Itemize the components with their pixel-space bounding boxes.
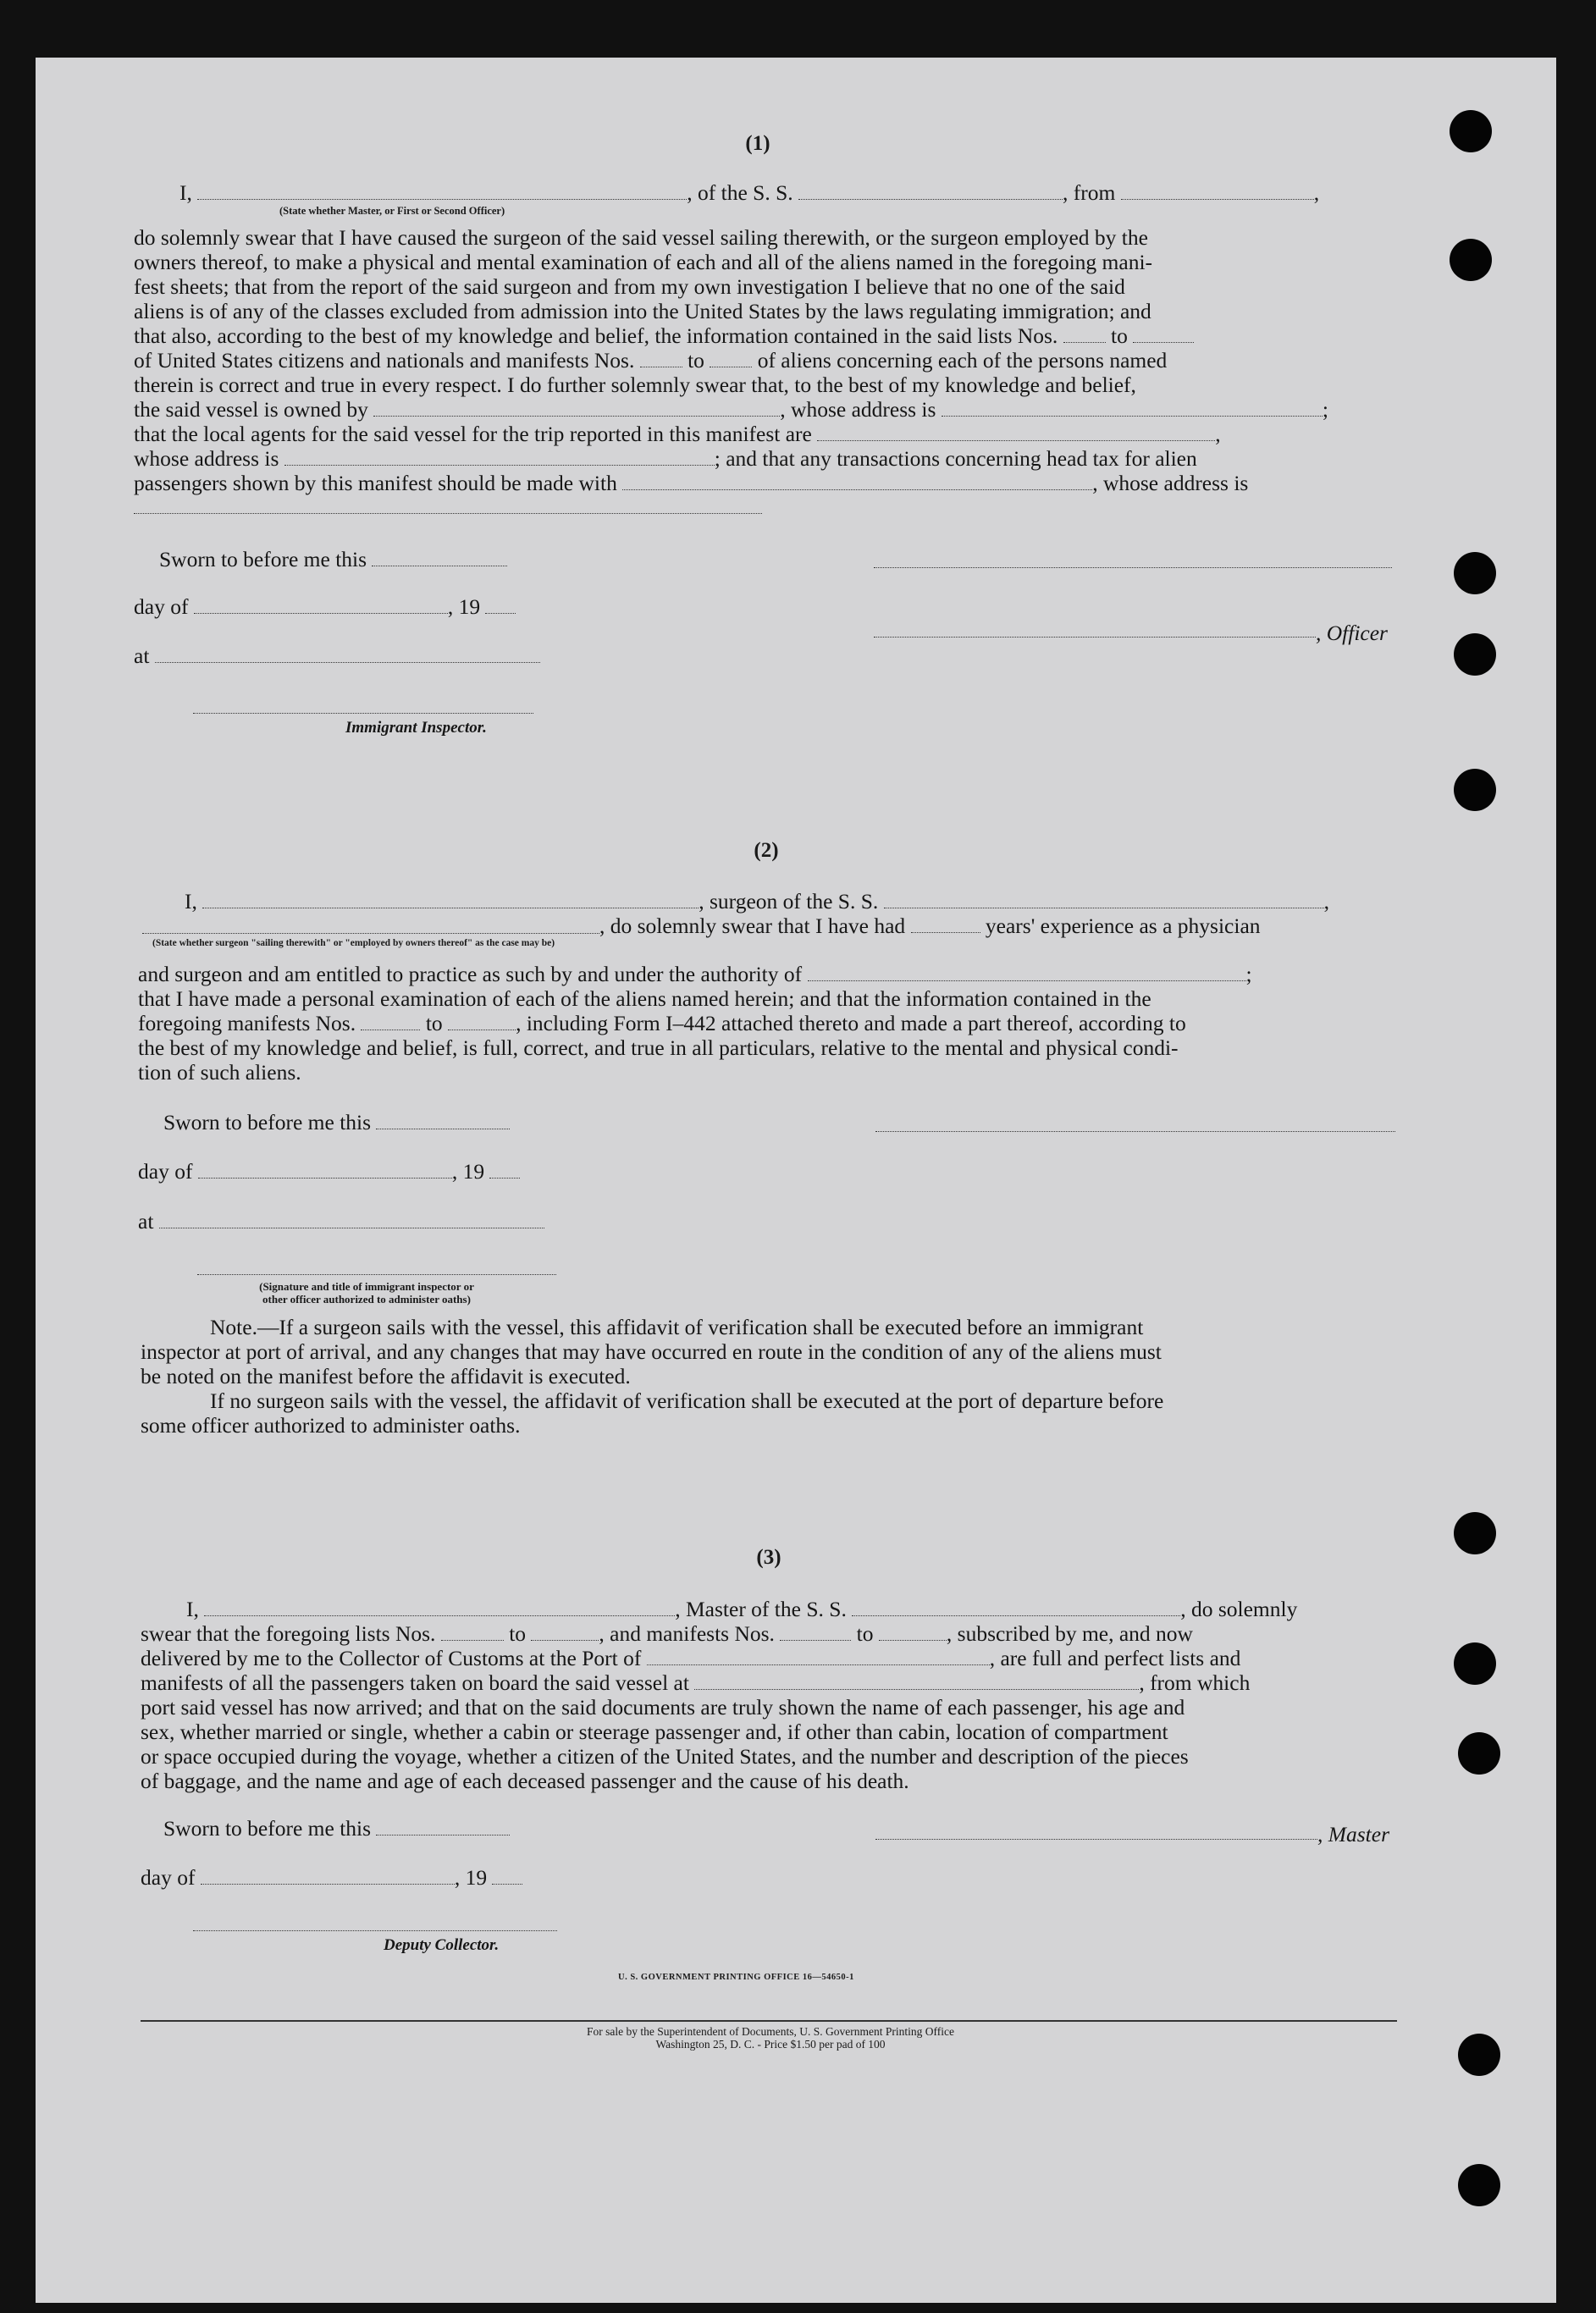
s2-day-field[interactable] [198,1161,452,1179]
local-agents-field[interactable] [817,423,1215,441]
s2-signature-caption: (Signature and title of immigrant inspector or other officer authorized to administer oaths) [259,1280,474,1306]
s3-line-8: of baggage, and the name and age of each deceased passenger and the cause of his death. [141,1769,909,1793]
s2-year-field[interactable] [489,1161,520,1179]
s3-line-5: port said vessel has now arrived; and that on the said documents are truly shown the name of each passenger, his age and [141,1695,1185,1720]
arrival-port-field[interactable] [647,1648,990,1665]
gpo-imprint: U. S. GOVERNMENT PRINTING OFFICE 16—54650-1 [618,1973,854,1982]
years-experience-field[interactable] [911,915,980,933]
s3-day-field[interactable] [201,1867,455,1885]
s1-line-3: owners thereof, to make a physical and mental examination of each and all of the aliens named in the foregoing mani- [134,250,1153,274]
footer-sale-note: For sale by the Superintendent of Documents, U. S. Government Printing Office Washington 25, D. C. - Price $1.50 per pad of 100 [587,2025,954,2051]
note-line-4: If no surgeon sails with the vessel, the affidavit of verification shall be executed at the port of departure before [210,1388,1164,1413]
s3-collector-label: Deputy Collector. [384,1936,500,1954]
s2-place-field[interactable] [159,1211,544,1228]
s3-line-7: or space occupied during the voyage, whether a citizen of the United States, and the number and description of the pieces [141,1744,1189,1769]
note-line-1: Note.—If a surgeon sails with the vessel, this affidavit of verification shall be executed before an immigrant [210,1315,1144,1339]
s2-surgeon-signature-line[interactable] [875,1131,1395,1132]
binder-hole [1454,633,1496,676]
owner-address-field[interactable] [942,399,1323,417]
surgeon-name-field[interactable] [202,891,699,908]
s2-at: at [138,1209,544,1234]
owner-field[interactable] [373,399,780,417]
s1-line-2: do solemnly swear that I have caused the surgeon of the said vessel sailing therewith, or the surgeon employed by the [134,225,1148,250]
s1-line-5: aliens is of any of the classes excluded from admission into the United States by the laws regulating immigration; and [134,299,1151,323]
s2-line-7: tion of such aliens. [138,1060,301,1085]
s3-line-3: delivered by me to the Collector of Customs at the Port of , are full and perfect lists and [141,1646,1241,1670]
s1-officer-name-line[interactable] [874,637,1316,638]
binder-hole [1454,552,1496,594]
s1-sworn-date-field[interactable] [372,549,507,566]
s3-year-field[interactable] [492,1867,522,1885]
s3-line-6: sex, whether married or single, whether a cabin or steerage passenger and, if other than cabin, location of compartment [141,1720,1168,1744]
s3-collector-signature-line[interactable] [193,1930,557,1931]
surgeon-status-field[interactable] [142,933,599,934]
section-2-heading: (2) [754,839,779,862]
s3-line-1: I, , Master of the S. S. , do solemnly [186,1597,1298,1621]
departure-port-field[interactable] [1121,182,1314,200]
s1-year-field[interactable] [485,596,516,614]
s3-sworn-date-field[interactable] [376,1818,510,1835]
binder-hole [1458,1732,1500,1775]
s3-sworn: Sworn to before me this [163,1816,510,1841]
s1-officer-signature-line[interactable] [874,567,1392,568]
s1-day: day of , 19 [134,594,516,620]
binder-hole [1458,2164,1500,2206]
manifests-to-field[interactable] [710,350,752,367]
embarkation-port-field[interactable] [694,1672,1139,1690]
s3-day: day of , 19 [141,1865,522,1891]
head-tax-address-field[interactable] [134,513,762,514]
authority-field[interactable] [808,963,1246,981]
s2-manifest-from-field[interactable] [361,1013,420,1030]
note-line-3: be noted on the manifest before the affidavit is executed. [141,1364,631,1388]
manifests-from-field[interactable] [640,350,682,367]
binder-hole [1454,1642,1496,1685]
binder-hole [1450,110,1492,152]
s3-lists-to-field[interactable] [531,1623,599,1641]
s1-line-1: I, , of the S. S. , from , [179,180,1320,205]
s1-line-11: whose address is ; and that any transactions concerning head tax for alien [134,446,1197,471]
s2-ship-field[interactable] [884,891,1324,908]
s2-line-6: the best of my knowledge and belief, is full, correct, and true in all particulars, relative to the mental and physical condi- [138,1035,1179,1060]
s3-lists-from-field[interactable] [441,1623,504,1641]
s2-inspector-signature-line[interactable] [197,1274,556,1275]
head-tax-agent-field[interactable] [622,472,1092,490]
s2-line-1: I, , surgeon of the S. S. , [185,889,1330,914]
s1-caption: (State whether Master, or First or Second Officer) [279,205,505,217]
s1-line-7: of United States citizens and nationals and manifests Nos. to of aliens concerning each of the persons named [134,348,1168,373]
lists-to-field[interactable] [1133,325,1194,343]
s2-line-4: that I have made a personal examination of each of the aliens named herein; and that the information contained in the [138,986,1151,1011]
s3-ship-field[interactable] [852,1598,1180,1616]
binder-hole [1454,1512,1496,1554]
s3-manifests-to-field[interactable] [879,1623,947,1641]
binder-hole [1454,769,1496,811]
s2-line-2: , do solemnly swear that I have had years' experience as a physician [599,914,1261,938]
s1-at: at [134,643,540,669]
s3-master-label: , Master [1317,1822,1389,1847]
ship-name-field[interactable] [798,182,1063,200]
s2-day: day of , 19 [138,1159,520,1184]
s2-line-3: and surgeon and am entitled to practice as such by and under the authority of ; [138,962,1252,986]
s1-officer-label: , Officer [1316,621,1388,645]
s1-line-4: fest sheets; that from the report of the said surgeon and from my own investigation I believe that no one of the said [134,274,1125,299]
rank-field[interactable] [197,182,687,200]
note-line-2: inspector at port of arrival, and any changes that may have occurred en route in the condition of any of the aliens must [141,1339,1162,1364]
s1-day-field[interactable] [194,596,448,614]
s1-line-9: the said vessel is owned by , whose address is ; [134,397,1328,422]
agents-address-field[interactable] [284,448,715,466]
lists-from-field[interactable] [1063,325,1106,343]
master-name-field[interactable] [204,1598,675,1616]
s3-manifests-from-field[interactable] [780,1623,851,1641]
s3-line-4: manifests of all the passengers taken on board the said vessel at , from which [141,1670,1251,1695]
s1-line-6: that also, according to the best of my knowledge and belief, the information contained in the said lists Nos. to [134,323,1194,349]
s2-caption: (State whether surgeon "sailing therewith" or "employed by owners thereof" as the case may be) [152,938,555,948]
s1-line-10: that the local agents for the said vessel for the trip reported in this manifest are , [134,422,1221,446]
note-line-5: some officer authorized to administer oaths. [141,1413,521,1438]
s1-line-8: therein is correct and true in every respect. I do further solemnly swear that, to the best of my knowledge and belief, [134,373,1136,397]
s2-line-5: foregoing manifests Nos. to , including Form I–442 attached thereto and made a part thereof, according to [138,1011,1186,1035]
binder-hole [1450,239,1492,281]
s1-sworn: Sworn to before me this [159,547,507,572]
s3-line-2: swear that the foregoing lists Nos. to , and manifests Nos. to , subscribed by me, and now [141,1621,1193,1646]
s3-master-signature-line[interactable] [875,1839,1317,1840]
s1-place-field[interactable] [155,645,540,663]
s1-inspector-label: Immigrant Inspector. [345,719,487,737]
footer-rule [141,2020,1397,2022]
s1-inspector-signature-line[interactable] [193,713,533,714]
s2-sworn: Sworn to before me this [163,1110,510,1135]
s2-sworn-date-field[interactable] [376,1112,510,1129]
binder-hole [1458,2034,1500,2076]
s2-manifest-to-field[interactable] [448,1013,516,1030]
s1-line-12: passengers shown by this manifest should be made with , whose address is [134,471,1249,495]
section-1-heading: (1) [745,132,770,155]
section-3-heading: (3) [756,1546,781,1569]
